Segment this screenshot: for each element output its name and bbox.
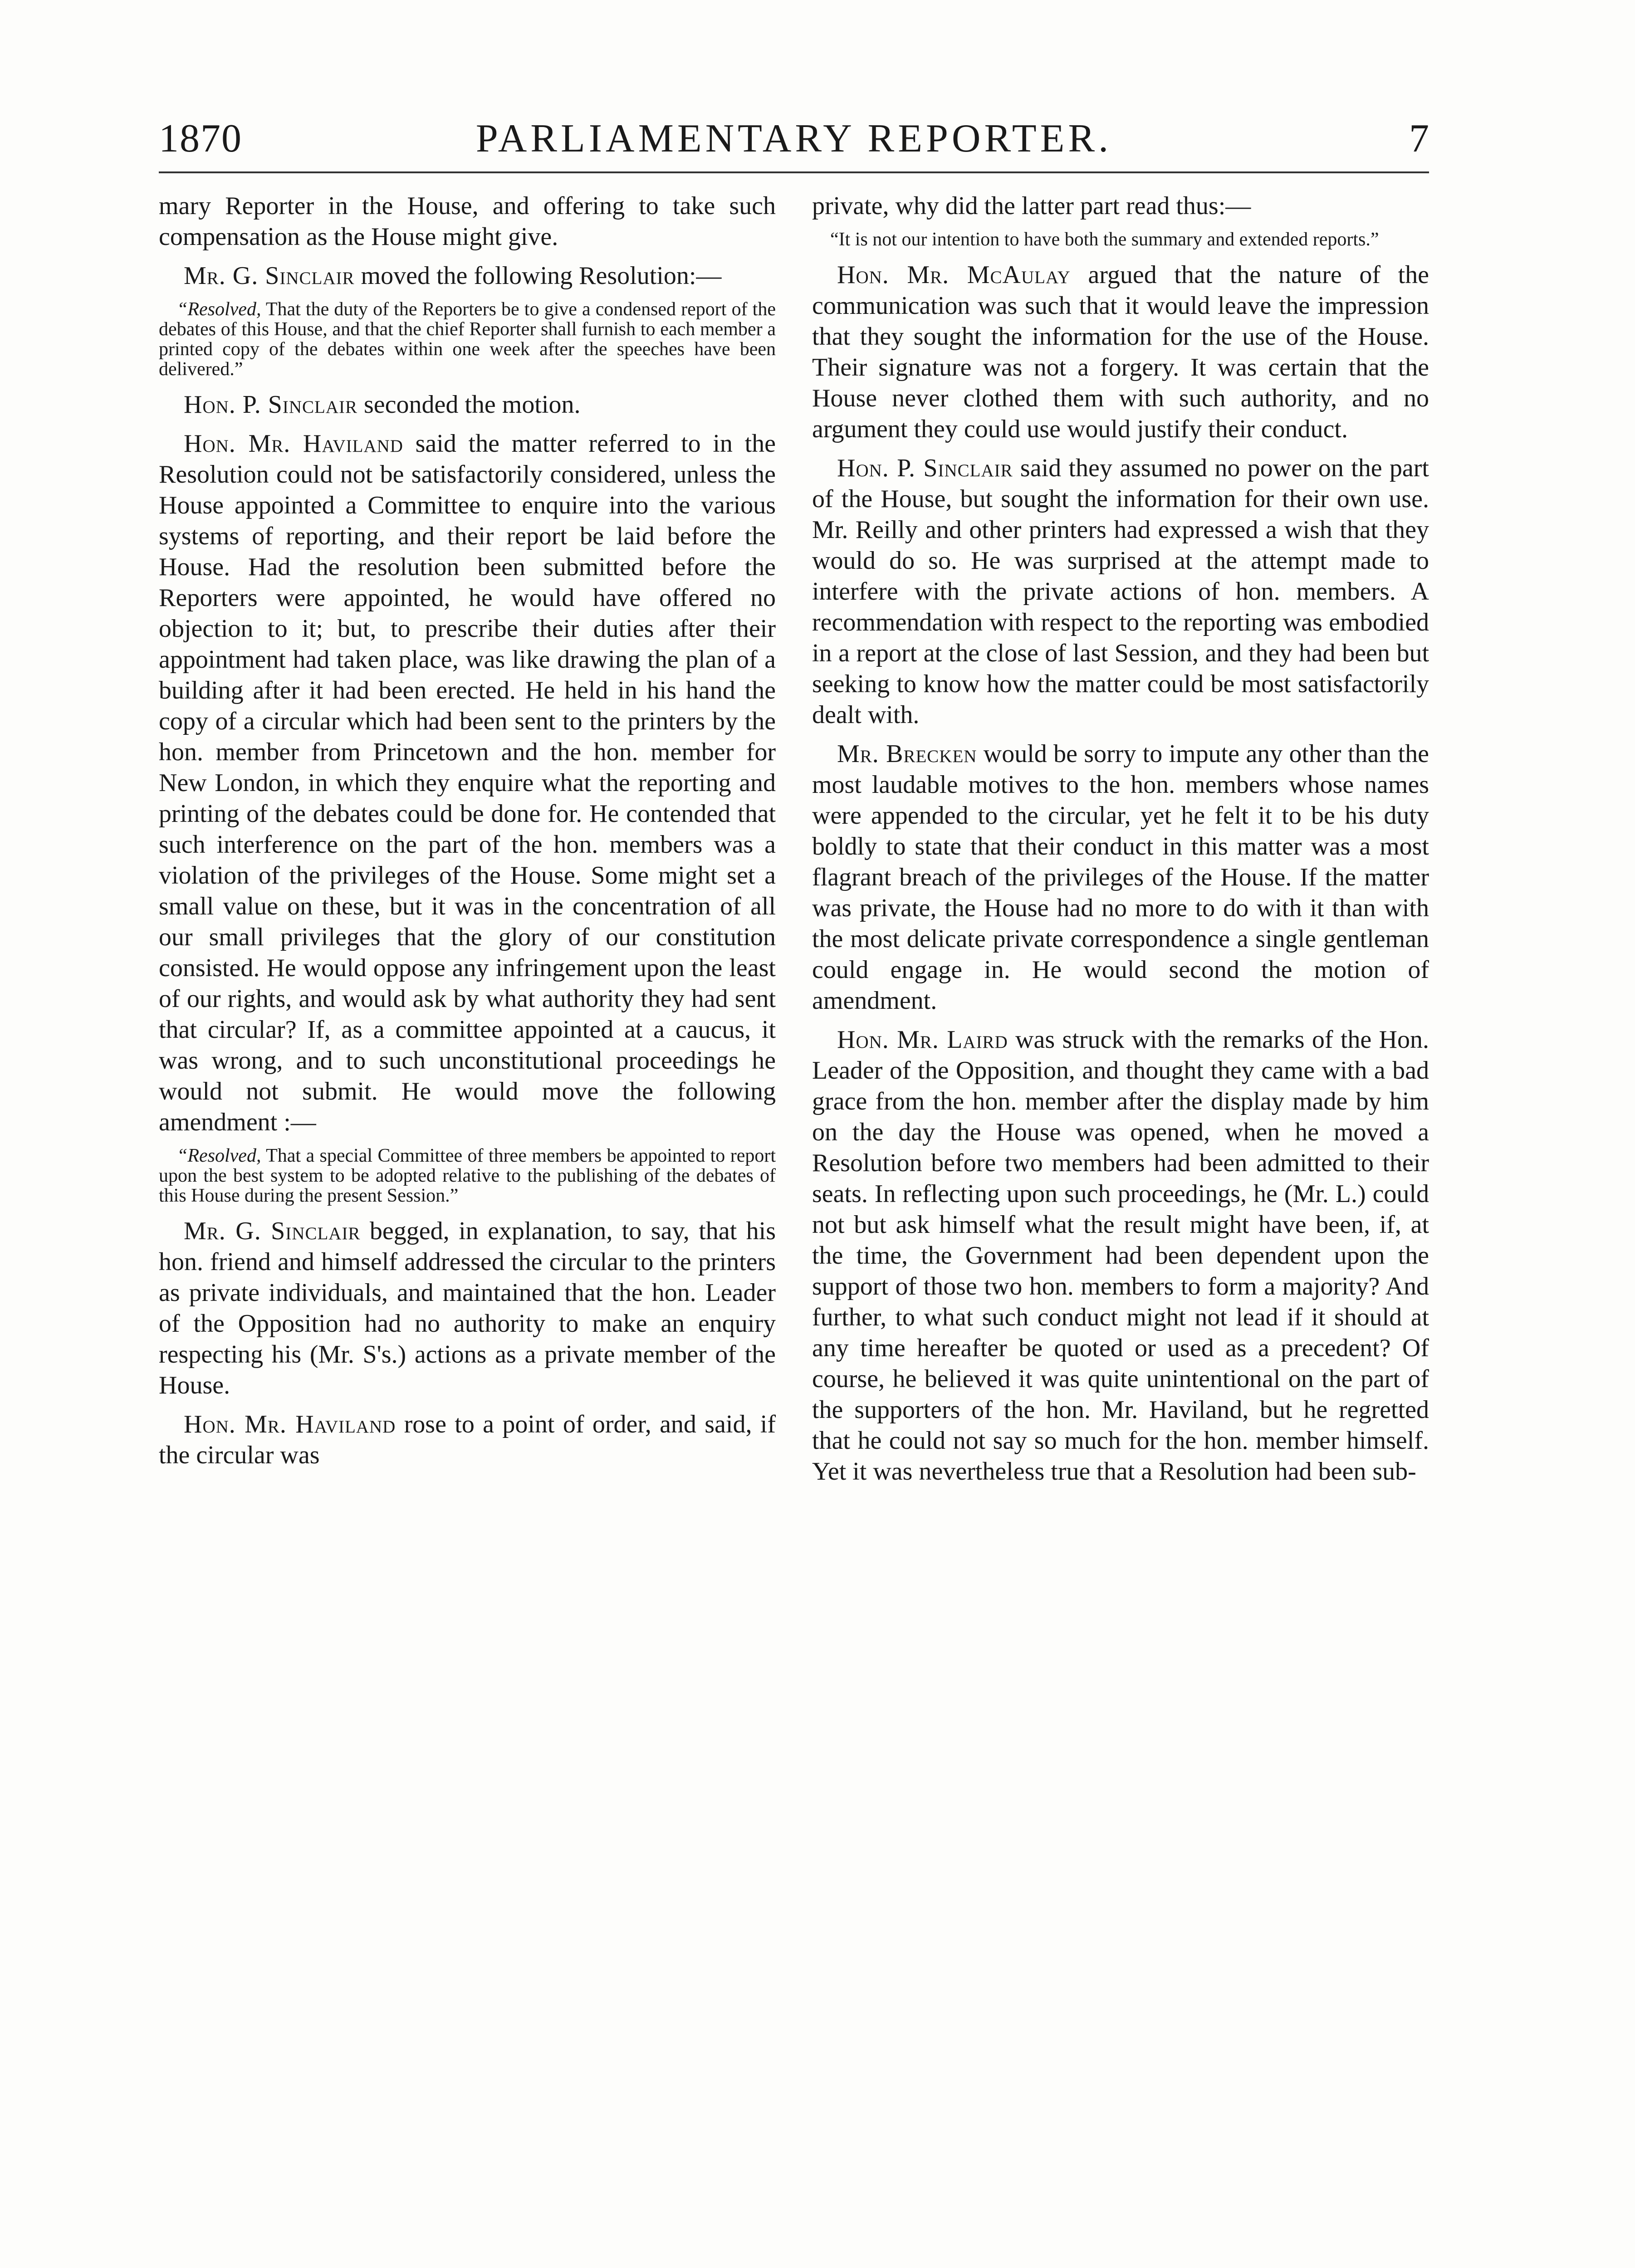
paragraph: private, why did the latter part read thus:— bbox=[812, 192, 1251, 220]
paragraph: Hon. Mr. McAulay argued that the nature of the communication was such that it would leave the impression that they sought the information for the use of the House. Their signature was not a forgery. It was certain that the House never clothed them with such authority, and no argument they could use would justify their conduct. bbox=[812, 261, 1429, 443]
paragraph: Mr. G. Sinclair begged, in explanation, to say, that his hon. friend and himself addressed the circular to the printers as private individuals, and maintained that the hon. Leader of the Opposition had no authority to make an enquiry respecting his (Mr. S's.) actions as a private member of the House. bbox=[159, 1217, 776, 1399]
speaker-name: Hon. P. Sinclair bbox=[837, 454, 1013, 482]
right-column bbox=[812, 191, 1429, 1495]
paragraph: Hon. P. Sinclair said they assumed no power on the part of the House, but sought the information for their own use. Mr. Reilly and other printers had expressed a wish that they would do so. He was surprised at the attempt made to interfere with the private actions of hon. members. A recommendation with respect to the reporting was embodied in a report at the close of last Session, and they had been but seeking to know how the matter could be most satisfactorily dealt with. bbox=[812, 454, 1429, 729]
paragraph: Hon. Mr. Laird was struck with the remarks of the Hon. Leader of the Opposition, and thought they came with a bad grace from the hon. member after the display made by him on the day the House was opened, when he moved a Resolution before two members had been admitted to their seats. In reflecting upon such proceedings, he (Mr. L.) could not but ask himself what the result might have been, if, at the time, the Government had been dependent upon the support of those two hon. members to form a majority? And further, to what such conduct might not lead if it should at any time hereafter be quoted or used as a precedent? Of course, he believed it was quite unintentional on the part of the supporters of the hon. Mr. Haviland, but he regretted that he could not say so much for the hon. member himself. Yet it was nevertheless true that a Resolution had been sub- bbox=[812, 1026, 1429, 1486]
speaker-name: Hon. Mr. Haviland bbox=[184, 1410, 396, 1438]
amendment-quote: “Resolved, That a special Committee of three members be appointed to report upon the best system to be adopted relative to the publishing of the debates of this House during the present Session.” bbox=[159, 1145, 776, 1206]
speaker-name: Mr. G. Sinclair bbox=[184, 262, 355, 290]
running-header bbox=[159, 116, 1429, 166]
circular-quote: “It is not our intention to have both the summary and extended reports.” bbox=[830, 229, 1379, 250]
paragraph: Hon. Mr. Haviland rose to a point of order, and said, if the circular was bbox=[159, 1410, 776, 1469]
paragraph: Mr. Brecken would be sorry to impute any other than the most laudable motives to the hon. members whose names were appended to the circular, yet he felt it to be his duty boldly to state that their conduct in this matter was a most flagrant breach of the privileges of the House. If the matter was private, the House had no more to do with it than with the most delicate private correspondence a single gentleman could engage in. He would second the motion of amendment. bbox=[812, 740, 1429, 1015]
paragraph: Hon. P. Sinclair seconded the motion. bbox=[184, 391, 581, 419]
header-title: PARLIAMENTARY REPORTER. bbox=[475, 117, 1112, 161]
speaker-name: Hon. P. Sinclair bbox=[184, 391, 358, 419]
paragraph: mary Reporter in the House, and offering to take such compensation as the House might give. bbox=[159, 192, 776, 251]
header-rule bbox=[159, 171, 1429, 173]
left-column bbox=[159, 191, 776, 1479]
paragraph: Hon. Mr. Haviland said the matter referred to in the Resolution could not be satisfactorily considered, unless the House appointed a Committee to enquire into the various systems of reporting, and their report be laid before the House. Had the resolution been submitted before the Reporters were appointed, he would have offered no objection to it; but, to prescribe their duties after their appointment had taken place, was like drawing the plan of a building after it had been erected. He held in his hand the copy of a circular which had been sent to the printers by the hon. member from Princetown and the hon. member for New London, in which they enquire what the reporting and printing of the debates could be done for. He contended that such interference on the part of the hon. members was a violation of the privileges of the House. Some might set a small value on these, but it was in the concentration of all our small privileges that the glory of our constitution consisted. He would oppose any infringement upon the least of our rights, and would ask by what authority they had sent that circular? If, as a committee appointed at a caucus, it was wrong, and to such unconstitutional proceedings he would not submit. He would move the following amendment :— bbox=[159, 430, 776, 1136]
speaker-name: Mr. G. Sinclair bbox=[184, 1217, 361, 1245]
speaker-name: Hon. Mr. McAulay bbox=[837, 261, 1071, 289]
resolution-quote: “Resolved, That the duty of the Reporters be to give a condensed report of the debates of this House, and that the chief Reporter shall furnish to each member a printed copy of the debates within one week after the speeches have been delivered.” bbox=[159, 299, 776, 380]
page-number: 7 bbox=[1409, 117, 1429, 161]
speaker-name: Mr. Brecken bbox=[837, 740, 977, 768]
speaker-name: Hon. Mr. Laird bbox=[837, 1026, 1008, 1054]
header-year: 1870 bbox=[159, 117, 242, 161]
paragraph: Mr. G. Sinclair moved the following Resolution:— bbox=[184, 262, 722, 290]
speaker-name: Hon. Mr. Haviland bbox=[184, 430, 403, 458]
